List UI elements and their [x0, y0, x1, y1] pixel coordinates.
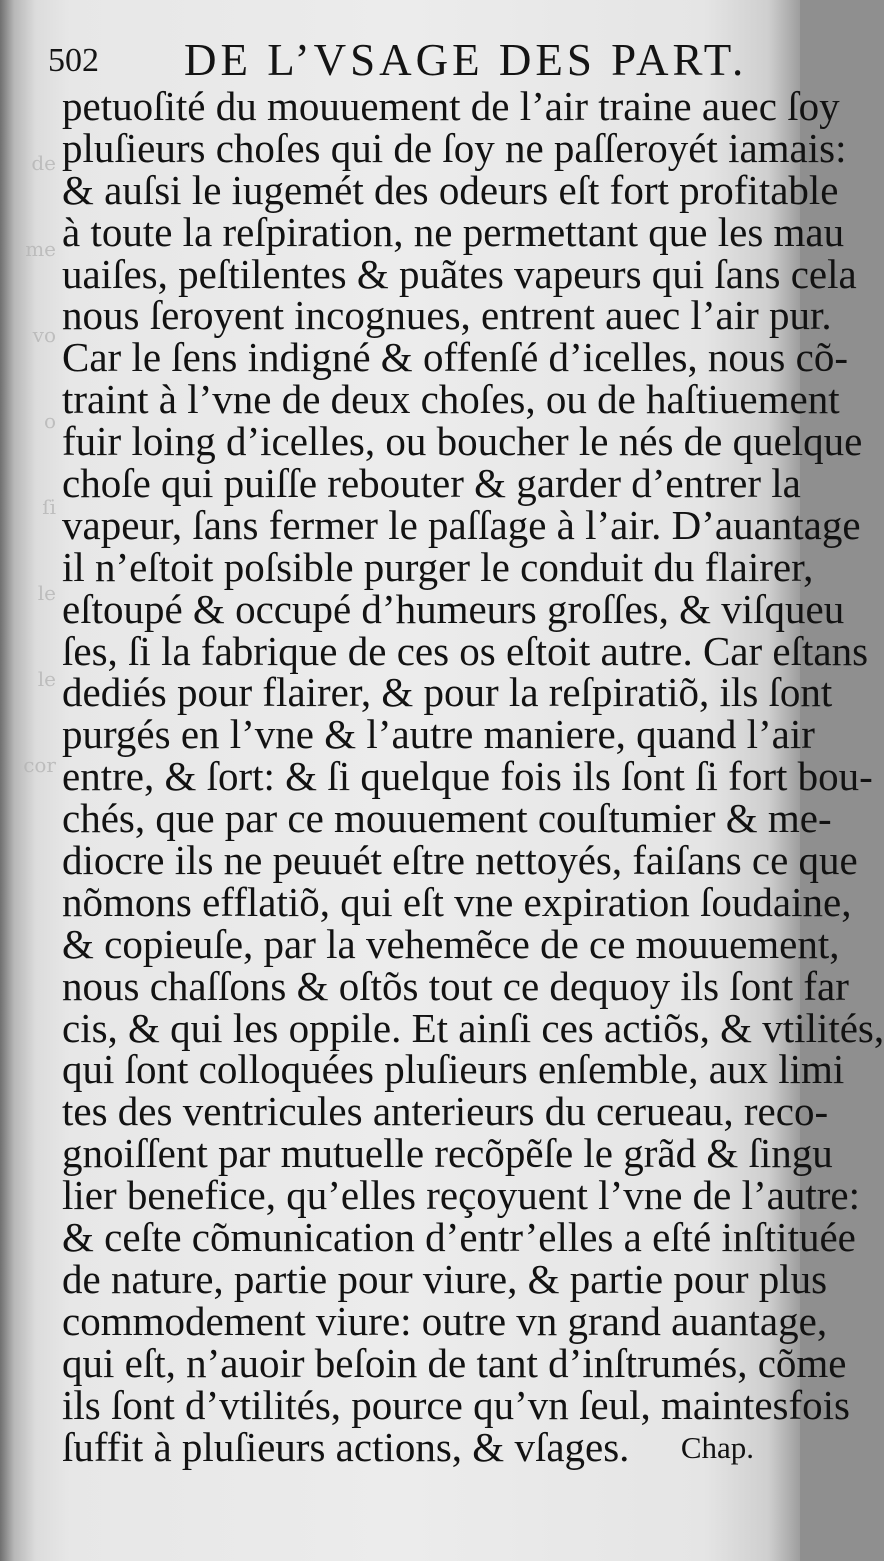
text-line: chés, que par ce mouuement couſtumier & me-	[62, 795, 832, 842]
text-line: eſtoupé & occupé d’humeurs groſſes, & viſqueu	[62, 585, 845, 632]
text-line: gnoiſſent par mutuelle recõpẽſe le grãd & ſingu	[62, 1130, 833, 1177]
text-line: commodement viure: outre vn grand auantage,	[62, 1297, 828, 1344]
text-line: choſe qui puiſſe rebouter & garder d’entrer la	[62, 460, 801, 507]
text-line: diocre ils ne peuuét eſtre nettoyés, faiſans ce que	[62, 837, 858, 884]
text-line: dediés pour flairer, & pour la reſpiratiõ, ils ſont	[62, 669, 833, 716]
text-line: traint à l’vne de deux choſes, ou de haſtiuement	[62, 376, 840, 423]
last-text-line	[62, 1423, 762, 1470]
text-line: lier benefice, qu’elles reçoyuent l’vne de l’autre:	[62, 1172, 860, 1219]
bleed-through-margin	[0, 120, 62, 820]
running-title: DE L’VSAGE DES PART.	[184, 35, 748, 85]
text-line: nõmons efflatiõ, qui eſt vne expiration ſoudaine,	[62, 878, 852, 925]
text-line: à toute la reſpiration, ne permettant que les mau	[62, 208, 845, 255]
text-line: nous chaſſons & oſtõs tout ce dequoy ils ſont far	[62, 962, 849, 1009]
text-line: purgés en l’vne & l’autre maniere, quand l’air	[62, 711, 815, 758]
text-line: petuoſité du mouuement de l’air traine auec ſoy	[62, 83, 840, 129]
page-number: 502	[48, 42, 99, 79]
text-line: qui eſt, n’auoir beſoin de tant d’inſtrumés, cõme	[62, 1339, 847, 1386]
text-line: uaiſes, peſtilentes & puãtes vapeurs qui ſans cela	[62, 250, 857, 297]
text-line: ſuffit à pluſieurs actions, & vſages.	[62, 1423, 630, 1470]
text-line: vapeur, ſans fermer le paſſage à l’air. D’auantage	[62, 501, 861, 548]
bleed-fragment: me	[25, 237, 56, 261]
body-text	[62, 83, 884, 1470]
bleed-fragment: de	[31, 151, 56, 175]
text-line: ils ſont d’vtilités, pource qu’vn ſeul, maintesfois	[62, 1381, 850, 1428]
text-line: entre, & ſort: & ſi quelque fois ils ſont ſi fort bou-	[62, 753, 873, 800]
text-line: nous ſeroyent incognues, entrent auec l’air pur.	[62, 292, 832, 339]
text-line: & ceſte cõmunication d’entr’elles a eſté inſtituée	[62, 1214, 856, 1261]
text-line: tes des ventricules anterieurs du cerueau, reco-	[62, 1088, 829, 1135]
text-line: & auſsi le iugemét des odeurs eſt fort profitable	[62, 166, 839, 213]
bleed-fragment: le	[37, 667, 56, 691]
text-line: pluſieurs choſes qui de ſoy ne paſſeroyét iamais:	[62, 124, 847, 171]
text-line: cis, & qui les oppile. Et ainſi ces actiõs, & vtilités,	[62, 1004, 884, 1051]
text-line: Car le ſens indigné & offenſé d’icelles, nous cõ-	[62, 334, 848, 381]
text-line: ſes, ſi la fabrique de ces os eſtoit autre. Car eſtans	[62, 627, 869, 674]
text-line: de nature, partie pour viure, & partie pour plus	[62, 1255, 828, 1302]
bleed-fragment: ſi	[42, 495, 56, 519]
text-line: & copieuſe, par la vehemẽce de ce mouuement,	[62, 920, 840, 967]
bleed-fragment: o	[43, 409, 56, 433]
text-line: qui ſont colloquées pluſieurs enſemble, aux limi	[62, 1046, 845, 1093]
bleed-fragment: vo	[32, 323, 56, 347]
bleed-fragment: le	[37, 581, 56, 605]
text-line: fuir loing d’icelles, ou boucher le nés de quelque	[62, 418, 863, 465]
catchword: Chap.	[680, 1429, 754, 1465]
bleed-fragment: cor	[23, 753, 56, 777]
text-line: il n’eſtoit poſsible purger le conduit du flairer,	[62, 543, 814, 590]
